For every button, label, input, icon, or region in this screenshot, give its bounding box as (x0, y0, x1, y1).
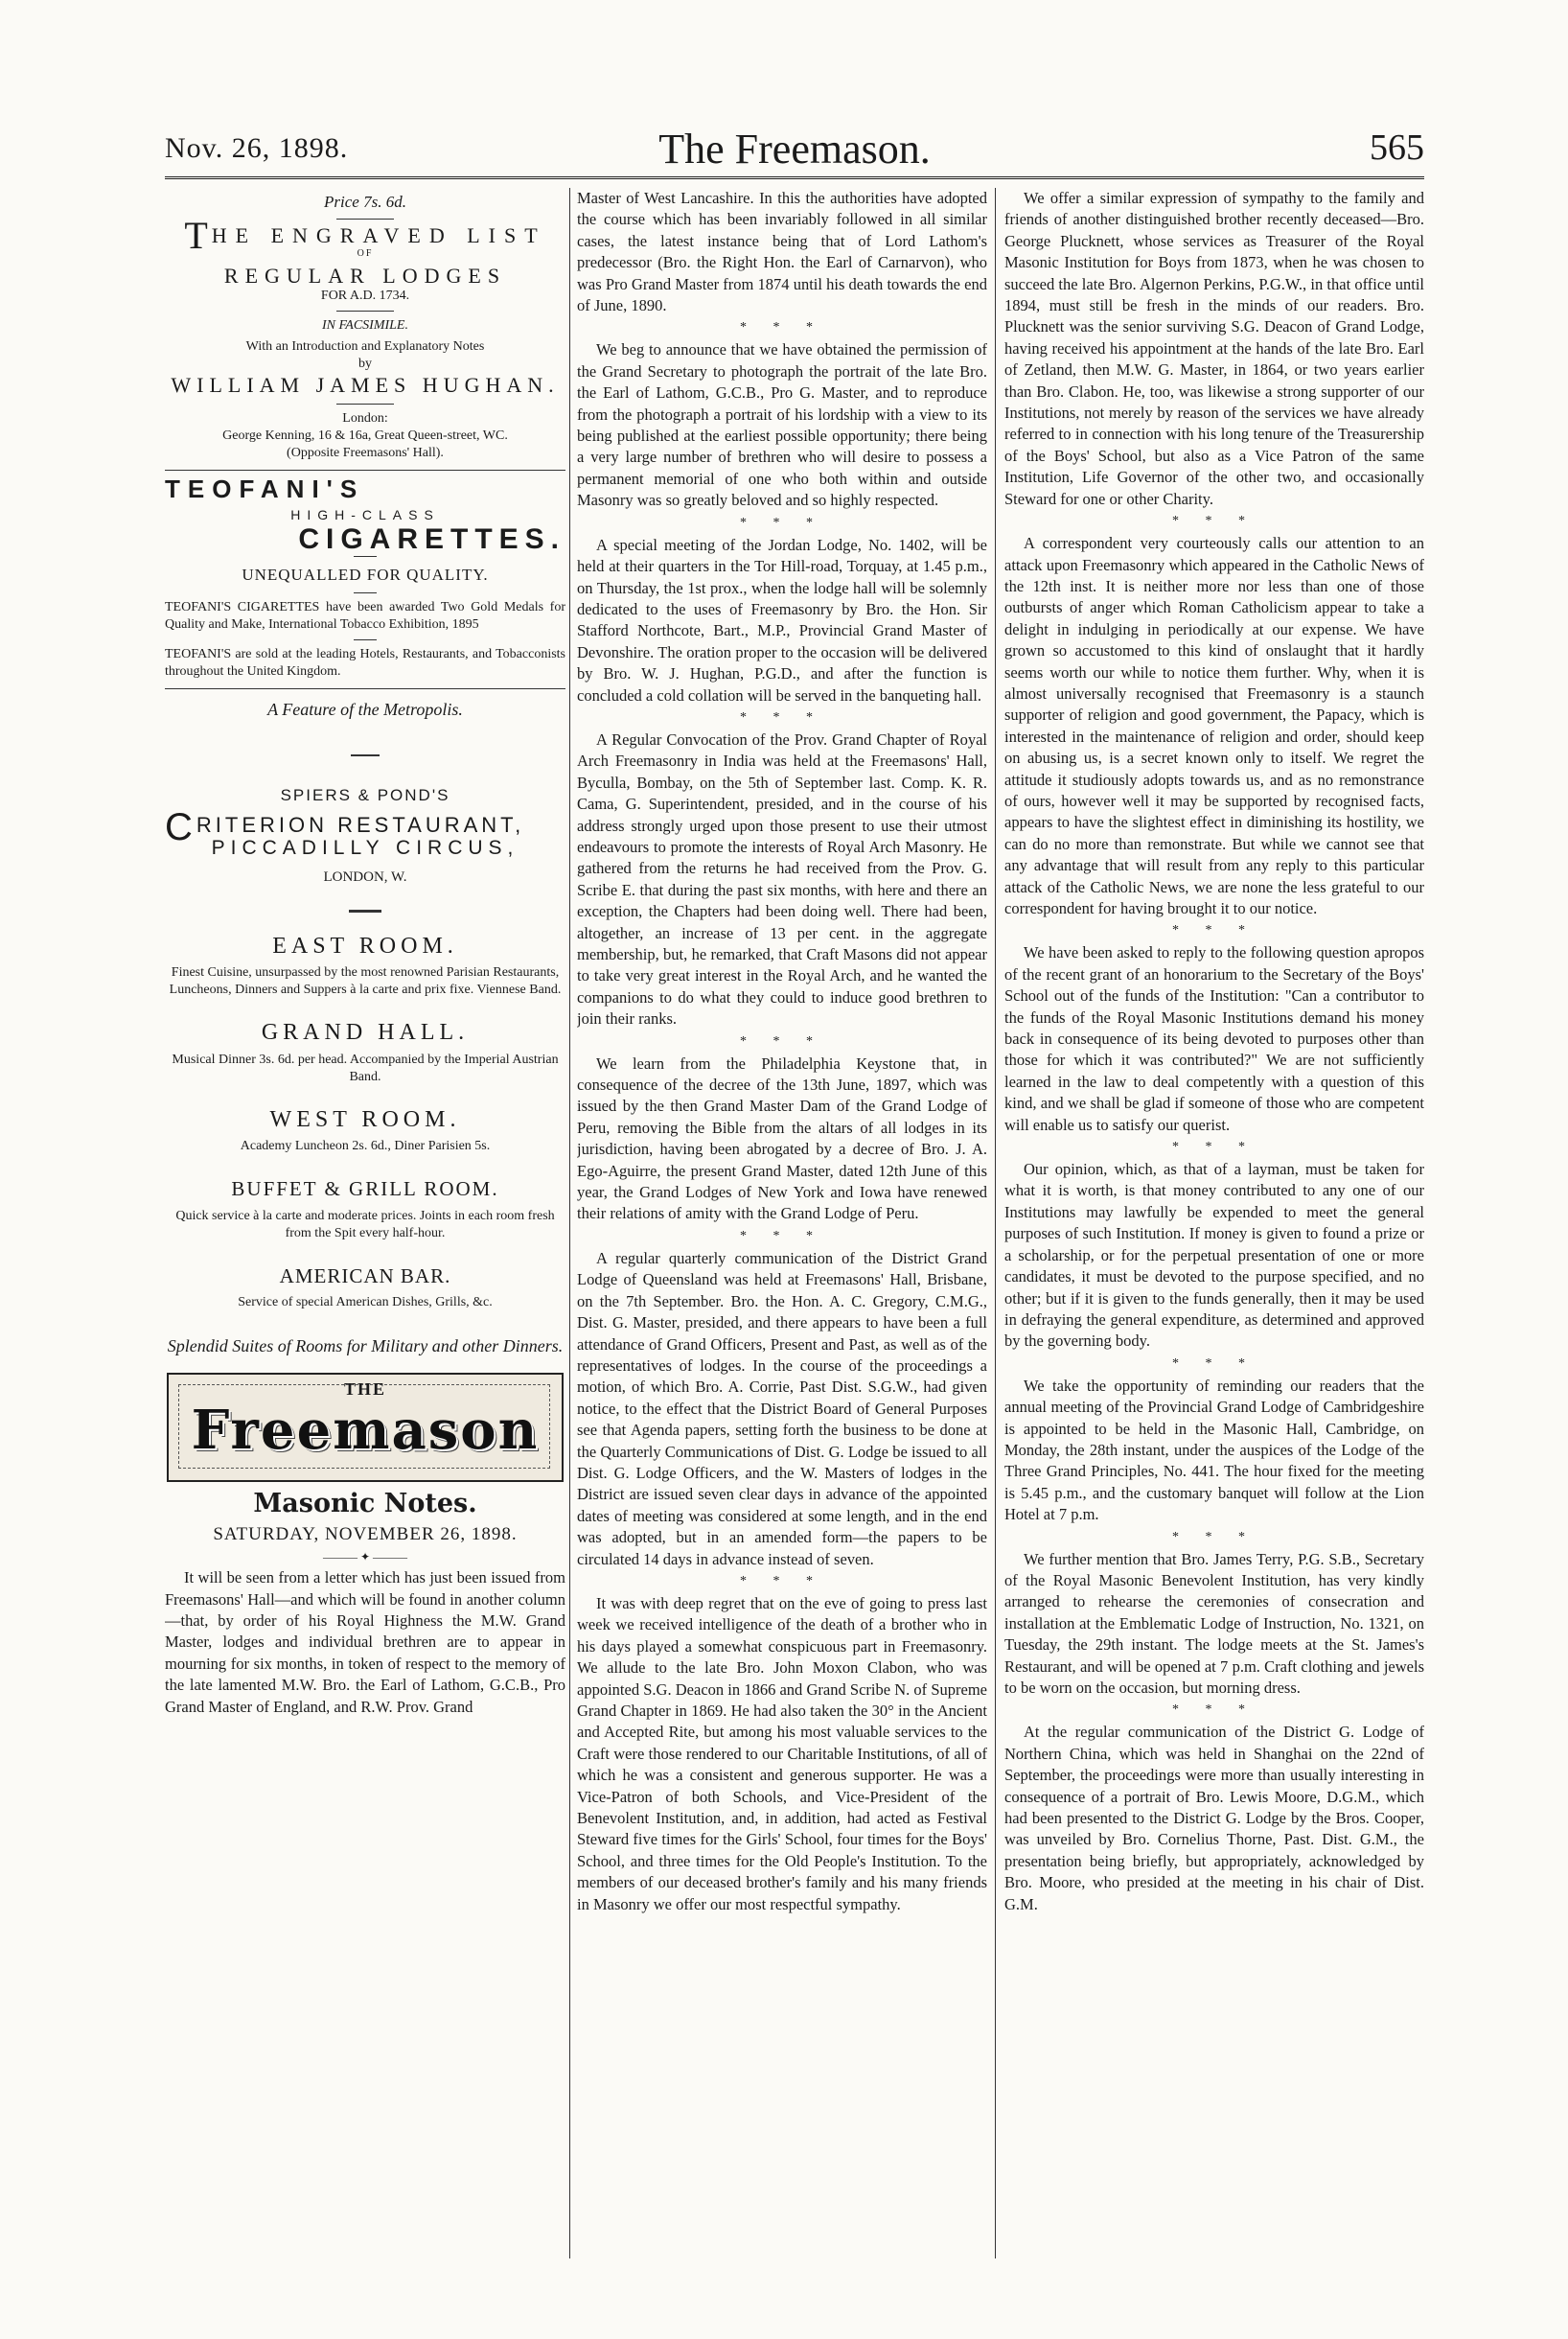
masonic-notes-heading: Masonic Notes. (253, 1488, 477, 1518)
short-rule (336, 404, 394, 405)
publisher-opposite: (Opposite Freemasons' Hall). (287, 446, 444, 461)
freemason-logo (167, 1373, 564, 1482)
masthead-title: The Freemason. (658, 126, 931, 173)
separator-stars: * * * (740, 1573, 824, 1588)
separator-stars: * * * (1172, 1529, 1257, 1544)
intro-notes: With an Introduction and Explanatory Notes (245, 339, 485, 355)
award-text: TEOFANI'S CIGARETTES have been awarded Two Gold Medals for Quality and Make, International Tobacco Exhibition, 1895 (165, 599, 565, 632)
spiers-pond: SPIERS & POND'S (280, 786, 450, 805)
piccadilly-circus: PICCADILLY CIRCUS, (211, 837, 519, 860)
logo-the: THE (343, 1378, 386, 1399)
section-rule (165, 470, 565, 471)
short-rule (354, 639, 377, 640)
page-header (165, 125, 1424, 173)
column-divider-1 (569, 188, 570, 2258)
west-room-heading: WEST ROOM. (269, 1106, 461, 1132)
of-label: OF (357, 247, 374, 259)
separator-stars: * * * (1172, 1355, 1257, 1371)
header-rule (165, 176, 1424, 179)
separator-stars: * * * (1172, 923, 1257, 938)
article-paragraph: Master of West Lancashire. In this the authorities have adopted the course which has been invariably followed in all similar cases, the latest instance being that of Lord Lathom's predecessor (Bro. the Right Hon. the Earl of Carnarvon), who was Pro Grand Master from 1874 until his death towards the end of June, 1890. (577, 189, 987, 315)
price-line: Price 7s. 6d. (324, 193, 406, 211)
buffet-desc: Quick service à la carte and moderate prices. Joints in each room fresh from the Spit every half-hour. (175, 1208, 555, 1240)
separator-stars: * * * (740, 1033, 824, 1049)
article-paragraph: We take the opportunity of reminding our readers that the annual meeting of the Provincial Grand Lodge of Cambridgeshire is appointed to be held in the Masonic Hall, Cambridge, on Monday, the 28th instant, under the auspices of the Lodge of the Three Grand Principles, No. 441. The hour fixed for the meeting is 5.45 p.m., and the customary banquet will follow at the Lion Hotel at 7 p.m. (1004, 1376, 1424, 1524)
separator-stars: * * * (740, 1228, 824, 1243)
separator-stars: * * * (1172, 514, 1257, 529)
article-paragraph: A regular quarterly communication of the District Grand Lodge of Queensland was held at Freemasons' Hall, Brisbane, on the 7th September. Bro. the Hon. A. C. Gregory, C.M.G., Dist. G. Master, presided, and there appears to have been a full attendance of Grand Officers, Present and Past, as well as of the representatives of lodges. In the course of the proceedings a motion, of which Bro. A. Corrie, Past Dist. S.G.W., had given notice, to the effect that the District Board of General Purposes see that Agenda papers, setting forth the business to be done at the Quarterly Communications of Dist. G. Lodge be issued to all Dist. G. Lodge Officers, and the W. Masters of lodges in the District are issued seven clear days in advance of the appointed dates of meeting was considered at some length, and in the end was adopted, but in an amended form—the papers to be circulated 14 days in advance instead of seven. (577, 1248, 987, 1568)
article-paragraph: It will be seen from a letter which has just been issued from Freemasons' Hall—and which will be found in another column—that, by order of his Royal Highness the M.W. Grand Master, lodges and individual brethren are to appear in mourning for six months, in token of respect to the memory of the late lamented M.W. Bro. the Earl of Lathom, G.C.B., Pro Grand Master of England, and R.W. Prov. Grand (165, 1568, 565, 1716)
drop-cap: T (184, 214, 212, 258)
author-name: WILLIAM JAMES HUGHAN. (171, 373, 560, 398)
engraved-list-text: HE ENGRAVED LIST (211, 223, 546, 248)
article-paragraph: A Regular Convocation of the Prov. Grand Chapter of Royal Arch Freemasonry in India was held at the Freemasons' Hall, Byculla, Bombay, on the 5th of September last. Comp. K. R. Cama, G. Superintendent, presided, and in the course of his address strongly urged upon those present to use their utmost endeavours to promote the interests of Royal Arch Masonry. He gathered from the returns he had received from the Prov. G. Scribe E. that during the past six months, with here and there an exception, the Chapters had been doing well. There had been, altogether, an increase of 13 per cent. in the aggregate membership, but, he remarked, that Craft Masons did not appear to take very great interest in the Royal Arch, and he wanted the companions to do what they could to induce good brethren to join their ranks. (577, 729, 987, 1029)
section-rule (165, 688, 565, 689)
east-room-desc: Finest Cuisine, unsurpassed by the most renowned Parisian Restaurants, Luncheons, Dinners and Suppers à la carte and prix fixe. Viennese Band. (169, 965, 562, 998)
article-paragraph: A special meeting of the Jordan Lodge, No. 1402, will be held at their quarters in the Tor Hill-road, Torquay, at 1.45 p.m., on Thursday, the 1st prox., when the lodge hall will be solemnly dedicated to the uses of Freemasonry by Bro. the Hon. Sir Stafford Northcote, Bart., M.P., Provincial Grand Master of Devonshire. The oration proper to the occasion will be delivered by Bro. W. J. Hughan, P.G.D., and after the function is concluded a cold collation will be served in the banqueting hall. (577, 535, 987, 705)
article-paragraph: A correspondent very courteously calls our attention to an attack upon Freemasonry which appeared in the Catholic News of the 12th inst. It is neither more nor less than one of those outbursts of anger which Roman Catholicism appear to take a delight in indulging in periodically at our expense. We have grown so accustomed to this kind of onslaught that it hardly seems worth our while to notice them further. Why, when it is almost universally recognised that Freemasonry is a staunch supporter of religion and good government, the Papacy, which is interested in the maintenance of religion and order, should keep on abusing us, is a secret known only to itself. We regret the attitude it studiously adopts towards us, and as no remonstrance of ours, however well it may be supported by recognised facts, appears to have the slightest effect in diminishing its hostility, we can do no more than remonstrate. But while we cannot see that any advantage that will result from any reply to this particular attack of the Catholic News, we are none the less grateful to our correspondent for having brought it to our notice. (1004, 534, 1424, 917)
regular-lodges: REGULAR LODGES (223, 264, 507, 289)
splendid-suites: Splendid Suites of Rooms for Military and other Dinners. (167, 1335, 564, 1355)
article-paragraph: It was with deep regret that on the eve of going to press last week we received intelligence of the death of a brother who in his days played a somewhat conspicuous part in Freemasonry. We allude to the late Bro. John Moxon Clabon, who was appointed S.G. Deacon in 1866 and Grand Scribe N. of Supreme Grand Chapter in 1869. He had also taken the 30° in the Ancient and Accepted Rite, but among his most valuable services to the Craft were those rendered to our Charitable Institutions, of all of which he was a consistent and generous supporter. He was a Vice-Patron of both Schools, and Vice-President of the Benevolent Institution, and, in addition, had acted as Festival Steward five times for the Girls' School, four times for the Boys' School, and three times for the Old People's Institution. To the members of our deceased brother's family and his many friends in Masonry we offer our most respectful sympathy. (577, 1593, 987, 1913)
sold-text: TEOFANI'S are sold at the leading Hotels, Restaurants, and Tobacconists throughout the United Kingdom. (165, 646, 565, 679)
column-3 (1004, 188, 1424, 2258)
american-bar-heading: AMERICAN BAR. (279, 1263, 451, 1287)
american-bar-desc: Service of special American Dishes, Grills, &c. (238, 1294, 493, 1309)
article-paragraph: Our opinion, which, as that of a layman, must be taken for what it is worth, is that money contributed to any one of our Institutions may lawfully be expended to meet the general purposes of such Institution. If money is given to found a prize or a scholarship, or for the perpetual presentation of one or more candidates, it must be devoted to the purpose specified, and no other; but if it is given to the funds generally, then it may be used in defraying the general expenditure, as determined and approved by the governing body. (1004, 1160, 1424, 1351)
feature-tagline: A Feature of the Metropolis. (267, 699, 463, 719)
separator-stars: * * * (1172, 1140, 1257, 1155)
publisher-address: George Kenning, 16 & 16a, Great Queen-street, WC. (222, 428, 508, 444)
column-divider-2 (995, 188, 996, 2258)
london-label: London: (342, 411, 388, 427)
buffet-heading: BUFFET & GRILL ROOM. (231, 1177, 499, 1201)
short-rule (336, 219, 394, 220)
short-rule (351, 754, 380, 756)
logo-name: Freemason (191, 1398, 540, 1462)
unequalled-quality: UNEQUALLED FOR QUALITY. (242, 566, 489, 585)
short-rule (354, 592, 377, 593)
separator-stars: * * * (1172, 1702, 1257, 1718)
dagger-rule: ——— ✦ ——— (322, 1549, 408, 1563)
high-class-label: HIGH-CLASS (290, 506, 440, 522)
saturday-date: SATURDAY, NOVEMBER 26, 1898. (213, 1524, 518, 1545)
short-rule (349, 910, 381, 913)
teofani-heading: TEOFANI'S (165, 475, 365, 504)
criterion-text: RITERION RESTAURANT, (196, 812, 525, 837)
column-1 (165, 188, 565, 2258)
london-w: LONDON, W. (323, 869, 407, 886)
article-paragraph: We have been asked to reply to the following question apropos of the recent grant of an honorarium to the Secretary of the Boys' School out of the funds of the Institution: "Can a contributor to the funds of the Royal Masonic Institutions demand his money back in consequence of its being devoted to purposes other than those for which it was contributed?" We are not sufficiently learned in the law to deal competently with a question of this kind, and we shall be glad if someone of those who are competent will enable us to satisfy our querist. (1004, 943, 1424, 1134)
issue-date: Nov. 26, 1898. (165, 132, 349, 164)
article-paragraph: We learn from the Philadelphia Keystone that, in consequence of the decree of the 13th June, 1897, which was issued by the then Grand Master Dam of the Grand Lodge of Peru, removing the Bible from the altars of all lodges in its jurisdiction, having been abrogated by a decree of Bro. J. A. Ego-Aguirre, the present Grand Master, dated 12th June of this year, the Grand Lodges of New York and Iowa have renewed their relations of amity with the Grand Lodge of Peru. (577, 1054, 987, 1223)
west-room-desc: Academy Luncheon 2s. 6d., Diner Parisien 5s. (240, 1139, 491, 1154)
short-rule (354, 556, 377, 557)
drop-cap: C (165, 805, 196, 848)
in-facsimile: IN FACSIMILE. (322, 318, 408, 334)
column-2 (577, 188, 987, 2258)
criterion-heading (165, 805, 565, 848)
separator-stars: * * * (740, 515, 824, 530)
page-number: 565 (1370, 127, 1424, 168)
article-paragraph: We further mention that Bro. James Terry, P.G. S.B., Secretary of the Royal Masonic Benevolent Institution, has very kindly arranged to rehearse the ceremonies of consecration and installation at the Emblematic Lodge of Instruction, No. 1321, on Tuesday, the 29th instant. The lodge meets at the St. James's Restaurant, and will be opened at 7 p.m. Craft clothing and jewels to be worn on the occasion, but morning dress. (1004, 1549, 1424, 1697)
separator-stars: * * * (740, 320, 824, 336)
article-paragraph: At the regular communication of the District G. Lodge of Northern China, which was held in Shanghai on the 22nd of September, the proceedings were more than usually interesting in consequence of a portrait of Bro. Lewis Moore, D.G.M., which had been presented to the District G. Lodge by the Bros. Cooper, was unveiled by Bro. Cornelius Thorne, Past. Dist. G.M., the presentation being briefly, but appropriately, acknowledged by Bro. Moore, who presided at the meeting in his chair of Dist. G.M. (1004, 1723, 1424, 1913)
cigarettes-heading: CIGARETTES. (298, 523, 565, 556)
grand-hall-heading: GRAND HALL. (261, 1020, 470, 1046)
for-ad: FOR A.D. 1734. (320, 289, 410, 304)
article-paragraph: We offer a similar expression of sympathy to the family and friends of another distinguished brother recently deceased—Bro. George Plucknett, whose services as Treasurer of the Royal Masonic Institution for Boys from 1873, when he was chosen to succeed the late Bro. Algernon Perkins, P.G.W., in that office until 1894, must still be fresh in the minds of our readers. Bro. Plucknett was the senior surviving S.G. Deacon of Grand Lodge, having received his appointment at the hands of the late Bro. Earl of Zetland, then M.W. G. Master, in 1864, or two years earlier than Bro. Clabon. He, too, was likewise a strong supporter of our Institutions, not merely by reason of the services we have already referred to in connection with his long tenure of the Treasurership of the Boys' School, but also as a Vice Patron of the same Institution, Life Governor of the other two, and occasionally Steward for one or other Charity. (1004, 189, 1424, 508)
short-rule (336, 311, 394, 312)
article-paragraph: We beg to announce that we have obtained the permission of the Grand Secretary to photograph the portrait of the late Bro. the Earl of Lathom, G.C.B., Pro G. Master, and to reproduce from the photograph a portrait of his lordship with a view to its being published at the earliest possible opportunity; there being a very large number of brethren who will desire to possess a permanent memorial of one who both within and outside Masonry was so greatly beloved and so highly respected. (577, 340, 987, 510)
by-label: by (358, 357, 372, 372)
east-room-heading: EAST ROOM. (272, 933, 458, 959)
separator-stars: * * * (740, 709, 824, 725)
grand-hall-desc: Musical Dinner 3s. 6d. per head. Accompanied by the Imperial Austrian Band. (172, 1052, 559, 1084)
